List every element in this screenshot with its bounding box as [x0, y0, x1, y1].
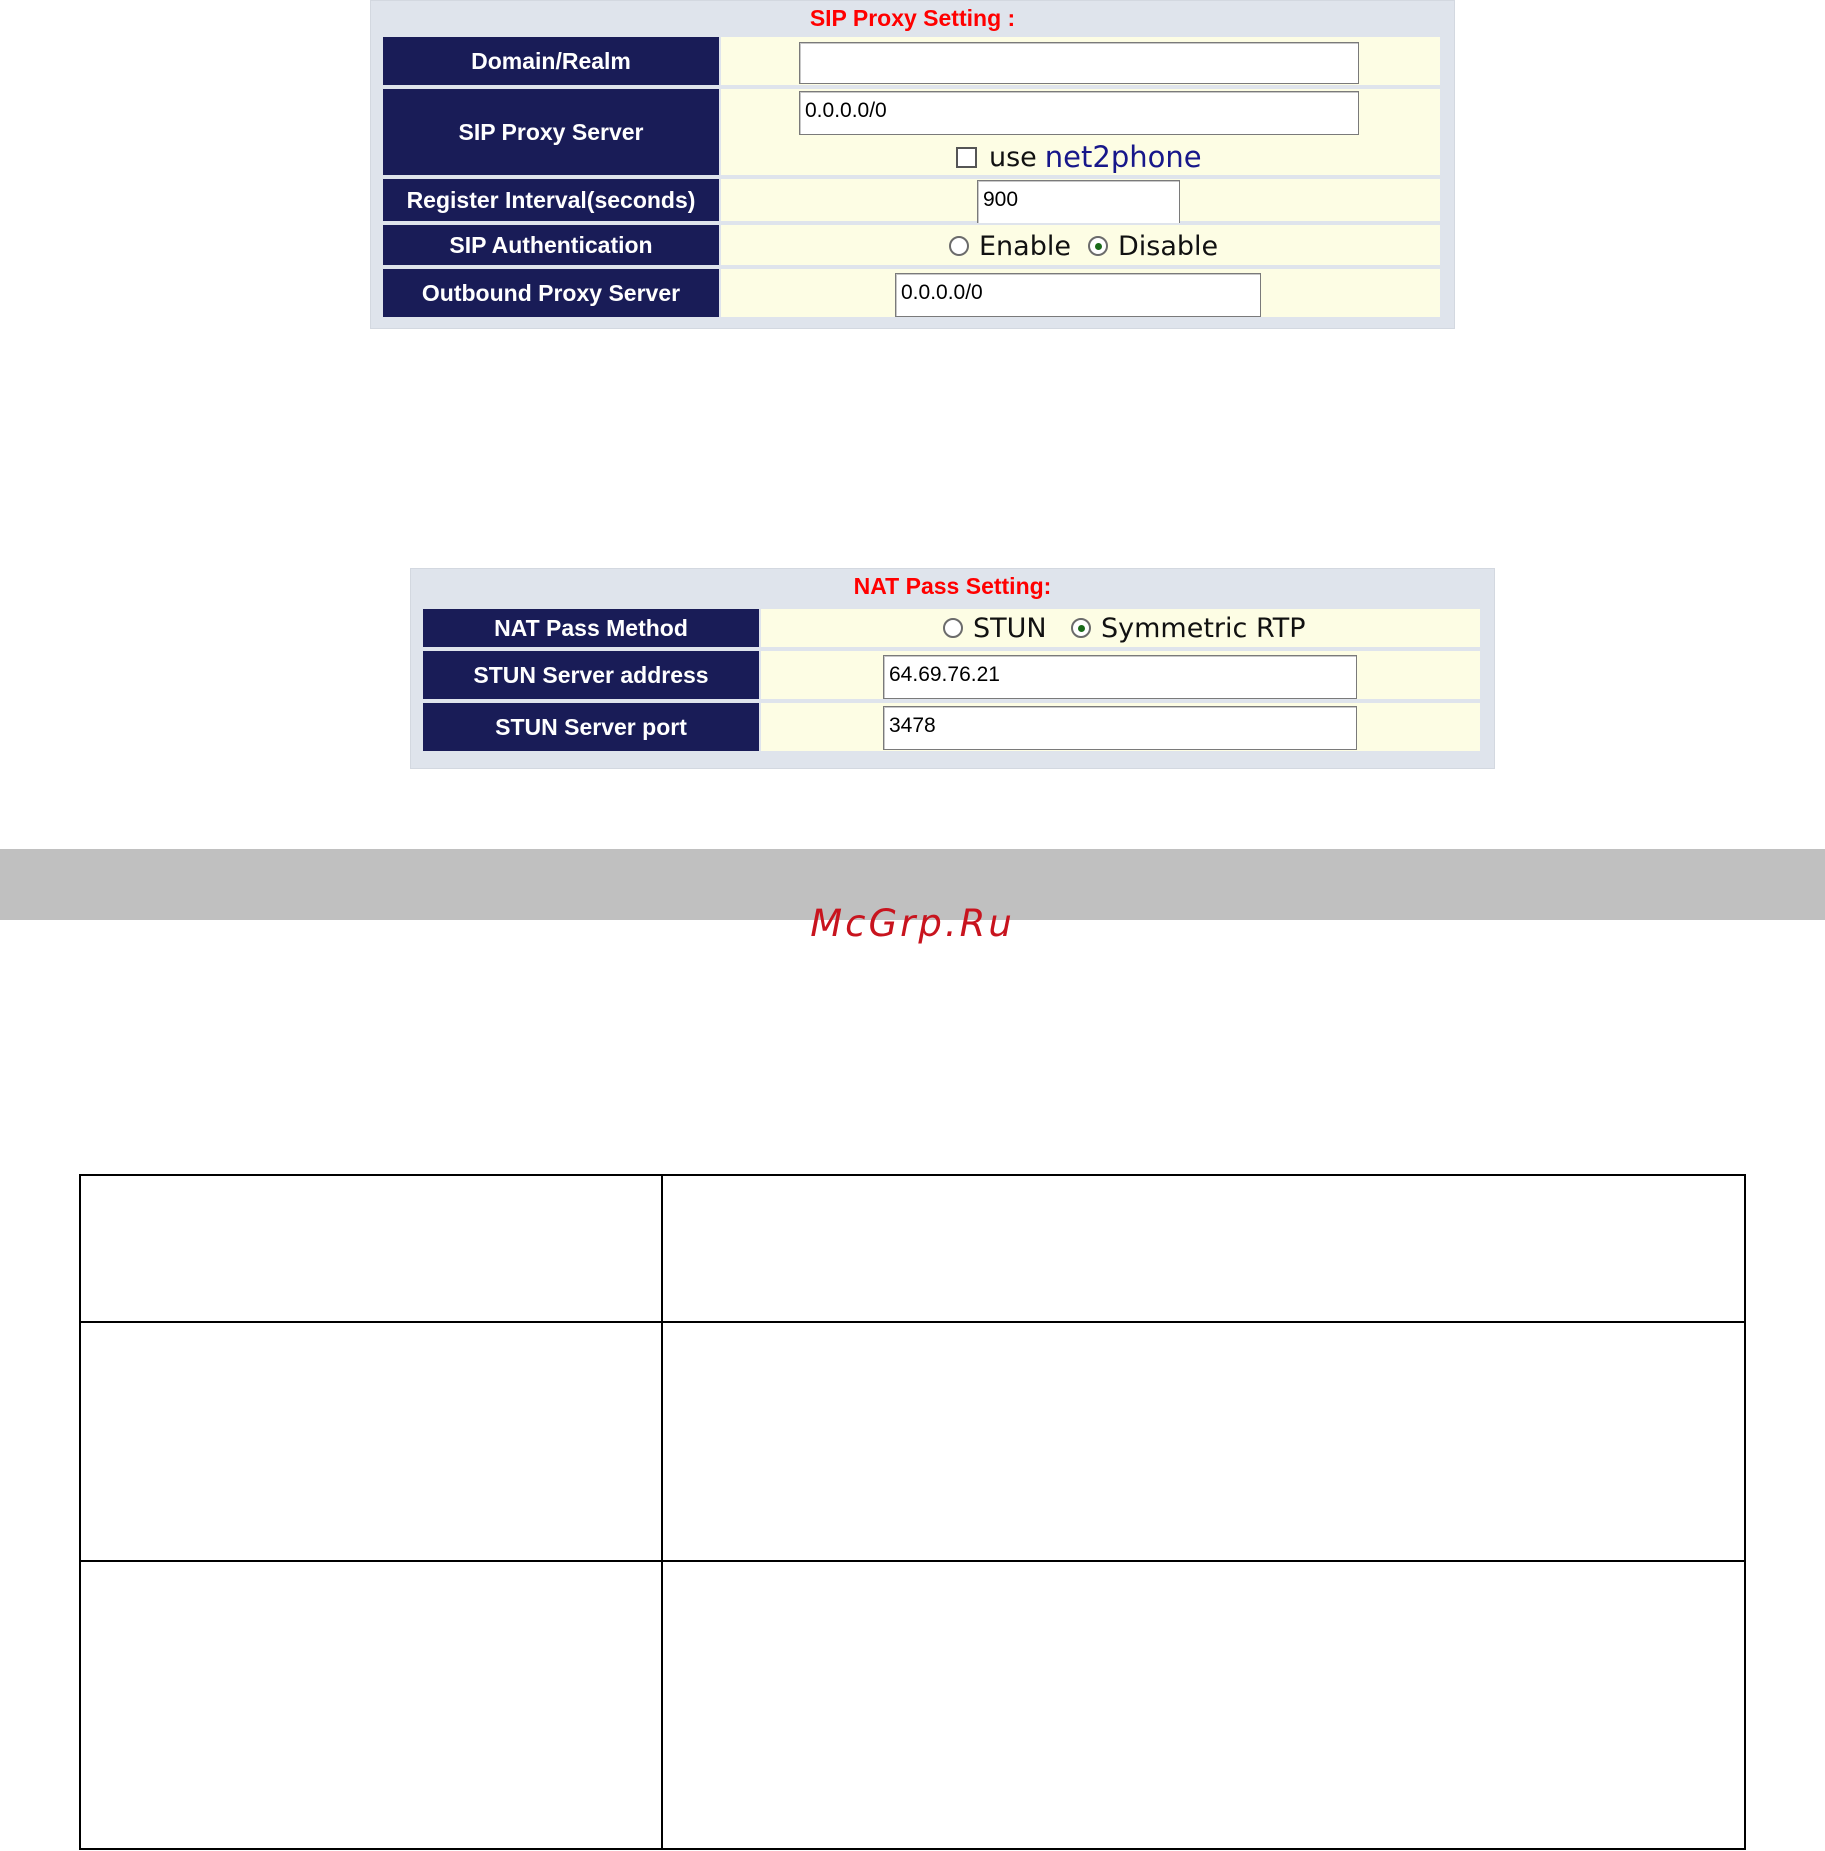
outbound-label: Outbound Proxy Server	[381, 267, 721, 319]
nat-method-row	[421, 607, 1482, 649]
method-symmetric-label: Symmetric RTP	[1101, 612, 1306, 644]
auth-disable-option[interactable]	[1088, 228, 1218, 264]
proxy-server-input[interactable]: 0.0.0.0/0	[799, 91, 1359, 135]
outbound-input[interactable]: 0.0.0.0/0	[895, 273, 1261, 317]
description-table	[79, 1174, 1746, 1850]
method-stun-label: STUN	[973, 612, 1047, 644]
method-stun-radio[interactable]	[943, 618, 963, 638]
stun-address-value-cell	[761, 649, 1482, 701]
nat-pass-title: NAT Pass Setting:	[853, 573, 1052, 599]
stun-address-row	[421, 649, 1482, 701]
net2phone-brand: net2phone	[1044, 140, 1202, 174]
proxy-server-row	[381, 87, 1442, 177]
auth-disable-label: Disable	[1118, 230, 1219, 262]
register-value-cell	[721, 177, 1442, 223]
register-input[interactable]: 900	[977, 180, 1180, 224]
auth-enable-label: Enable	[979, 230, 1071, 262]
nat-pass-panel	[410, 568, 1495, 769]
proxy-server-label: SIP Proxy Server	[381, 87, 721, 177]
domain-input[interactable]	[799, 42, 1359, 84]
table-row	[81, 1560, 1744, 1848]
nat-method-value-cell	[761, 607, 1482, 649]
auth-row	[381, 223, 1442, 267]
stun-port-row	[421, 701, 1482, 753]
table-row	[81, 1176, 1744, 1323]
method-stun-option[interactable]	[943, 610, 1047, 646]
stun-port-label: STUN Server port	[421, 701, 761, 753]
auth-label: SIP Authentication	[381, 223, 721, 267]
domain-row	[381, 35, 1442, 87]
outbound-row	[381, 267, 1442, 319]
stun-address-label: STUN Server address	[421, 649, 761, 701]
domain-label: Domain/Realm	[381, 35, 721, 87]
auth-enable-radio[interactable]	[949, 236, 969, 256]
register-label: Register Interval(seconds)	[381, 177, 721, 223]
sip-proxy-panel	[370, 0, 1455, 329]
use-net2phone-checkbox[interactable]	[956, 147, 977, 168]
stun-port-input[interactable]: 3478	[883, 706, 1357, 750]
method-symmetric-radio[interactable]	[1071, 618, 1091, 638]
auth-enable-option[interactable]	[949, 228, 1071, 264]
sip-proxy-title: SIP Proxy Setting :	[809, 5, 1016, 31]
proxy-server-value-cell	[721, 87, 1442, 177]
use-label: use	[989, 141, 1037, 173]
auth-value-cell	[721, 223, 1442, 267]
register-row	[381, 177, 1442, 223]
stun-address-input[interactable]: 64.69.76.21	[883, 655, 1357, 699]
method-symmetric-option[interactable]	[1071, 610, 1306, 646]
use-net2phone-option[interactable]	[956, 139, 1202, 175]
domain-value-cell	[721, 35, 1442, 87]
stun-port-value-cell	[761, 701, 1482, 753]
watermark: McGrp.Ru	[810, 902, 1015, 945]
auth-disable-radio[interactable]	[1088, 236, 1108, 256]
table-row	[81, 1321, 1744, 1562]
nat-method-label: NAT Pass Method	[421, 607, 761, 649]
outbound-value-cell	[721, 267, 1442, 319]
